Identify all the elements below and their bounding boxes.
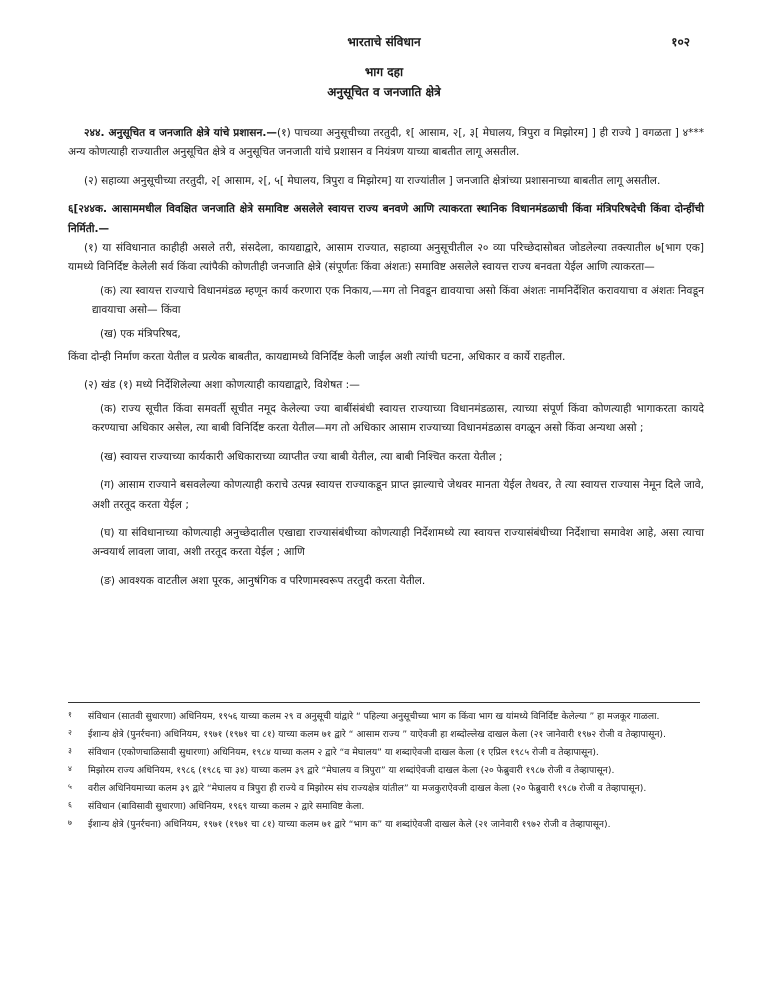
footnote-marker: ६ [68, 800, 72, 809]
article-244a-sub-d: (घ) या संविधानाच्या कोणत्याही अनुच्छेदातील एखाद्या राज्यासंबंधीच्या कोणत्याही निर्देशामध्ये त्या स्वायत्त राज्यासंबंधीच्या निर्देशाचा समावेश आहे, असा त्याचा अन्वयार्थ लावला जावा, अशी तरतूद करता येईल ; आणि [92, 526, 704, 559]
footnote [68, 817, 704, 832]
article-244a-closing: किंवा दोन्ही निर्माण करता येतील व प्रत्येक बाबतीत, कायद्यामध्ये विनिर्दिष्ट केली जाईल अशी त्यांची घटना, अधिकार व कार्ये राहतील. [68, 351, 566, 364]
footnote [68, 745, 704, 760]
article-244a-item-a: (क) त्या स्वायत्त राज्याचे विधानमंडळ म्हणून कार्य करणारा एक निकाय,—मग तो निवडून द्यावयाचा असो किंवा अंशतः नामनिर्देशित करावयाचा व अंशतः निवडून द्यावयाचा असो— किंवा [92, 284, 704, 317]
article-244a-clause-2: (२) खंड (१) मध्ये निर्देशिलेल्या अशा कोणत्याही कायद्याद्वारे, विशेषत :— [84, 379, 360, 392]
article-244a-heading: ६[२४४क. आसाममधील विवक्षित जनजाति क्षेत्रे समाविष्ट असलेले स्वायत्त राज्य बनवणे आणि त्याकरता स्थानिक विधानमंडळाची किंवा मंत्रिपरिषदेची किंवा दोन्हींची निर्मिती.— [68, 203, 704, 235]
article-244-heading: २४४. अनुसूचित व जनजाति क्षेत्रे यांचे प्रशासन.— [84, 127, 277, 139]
footnote-text: मिझोरम राज्य अधिनियम, १९८६ (१९८६ चा ३४) याच्या कलम ३९ द्वारे “मेघालय व त्रिपुरा” या शब्दांऐवजी दाखल केला (२० फेब्रुवारी १९८७ रोजी व तेव्हापासून). [88, 765, 615, 776]
part-heading [0, 62, 768, 102]
footnote-marker: १ [68, 710, 72, 719]
footnote-marker: ४ [68, 764, 72, 773]
article-244-clause-1 [68, 124, 704, 163]
part-title: अनुसूचित व जनजाति क्षेत्रे [327, 85, 441, 99]
footnote [68, 727, 704, 742]
footnote-divider [68, 702, 700, 703]
part-number: भाग दहा [364, 65, 404, 79]
footnote-text: संविधान (एकोणचाळिसावी सुधारणा) अधिनियम, १९८४ याच्या कलम २ द्वारे “व मेघालय” या शब्दाऐवजी दाखल केला (१ एप्रिल १९८५ रोजी व तेव्हापासून). [88, 747, 599, 758]
article-244a-clause-1: (१) या संविधानात काहीही असले तरी, संसदेला, कायद्याद्वारे, आसाम राज्यात, सहाव्या अनुसूचीतील २० व्या परिच्छेदासोबत जोडलेल्या तक्त्यातील ७[भाग एक] यामध्ये विनिर्दिष्ट केलेली सर्व किंवा त्यांपैकी कोणतीही जनजाति क्षेत्रे (संपूर्णतः किंवा अंशतः) समाविष्ट असलेले स्वायत्त राज्य बनवता येईल आणि त्याकरता— [68, 242, 704, 274]
footnote [68, 709, 704, 724]
article-244a-sub-b: (ख) स्वायत्त राज्याच्या कार्यकारी अधिकाराच्या व्याप्तीत ज्या बाबी येतील, त्या बाबी निश्चित करता येतील ; [100, 450, 503, 463]
article-244a-item-b: (ख) एक मंत्रिपरिषद, [100, 327, 181, 340]
footnote-text: वरील अधिनियमाच्या कलम ३९ द्वारे “मेघालय व त्रिपुरा ही राज्ये व मिझोरम संघ राज्यक्षेत्र यांतील” या मजकुराऐवजी दाखल केला (२० फेब्रुवारी १९८७ रोजी व तेव्हापासून). [88, 783, 647, 794]
article-244a-sub-e: (ङ) आवश्यक वाटतील अशा पूरक, आनुषंगिक व परिणामस्वरूप तरतुदी करता येतील. [100, 574, 426, 587]
footnote [68, 799, 704, 814]
footnote-marker: ५ [68, 782, 72, 791]
article-244a-sub-a: (क) राज्य सूचीत किंवा समवर्ती सूचीत नमूद केलेल्या ज्या बाबींसंबंधी स्वायत्त राज्याच्या विधानमंडळास, त्याच्या संपूर्ण किंवा कोणत्याही भागाकरता कायदे करण्याचा अधिकार असेल, त्या बाबी विनिर्दिष्ट करता येतील—मग तो अधिकार आसाम राज्याच्या विधानमंडळास वगळून असो किंवा अन्यथा असो ; [92, 402, 704, 435]
footnote-text: संविधान (सातवी सुधारणा) अधिनियम, १९५६ याच्या कलम २९ व अनुसूची यांद्वारे “ पहिल्या अनुसूचीच्या भाग क किंवा भाग ख यांमध्ये विनिर्दिष्ट केलेल्या ” हा मजकूर गाळला. [88, 711, 660, 722]
page-number: १०२ [671, 35, 690, 49]
book-title: भारताचे संविधान [347, 35, 421, 49]
footnotes [68, 709, 704, 835]
article-244-clause-2: (२) सहाव्या अनुसूचीच्या तरतुदी, २[ आसाम, २[, ५[ मेघालय, त्रिपुरा व मिझोरम] या राज्यांतील ] जनजाति क्षेत्रांच्या प्रशासनाच्या बाबतीत लागू असतील. [84, 174, 661, 187]
article-244-clause-1-text: (१) पाचव्या अनुसूचीच्या तरतुदी, १[ आसाम, २[, ३[ मेघालय, त्रिपुरा व मिझोरम] ] ही राज्ये ] वगळता ] ४*** अन्य कोणत्याही राज्यातील अनुसूचित क्षेत्रे व अनुसूचित जनजाती यांचे प्रशासन व नियंत्रण याच्या बाबतीत लागू असतील. [68, 127, 704, 159]
body-text [68, 124, 704, 600]
article-244a-sub-c: (ग) आसाम राज्याने बसवलेल्या कोणत्याही कराचे उत्पन्न स्वायत्त राज्याकडून प्राप्त झाल्याचे जेथवर मानता येईल तेथवर, ते त्या स्वायत्त राज्यास नेमून दिले जावे, अशी तरतूद करता येईल ; [92, 479, 704, 511]
footnote-text: ईशान्य क्षेत्रे (पुनर्रचना) अधिनियम, १९७१ (१९७१ चा ८१) याच्या कलम ७१ द्वारे “ आसाम राज्य ” याऐवजी हा शब्दोल्लेख दाखल केला (२१ जानेवारी १९७२ रोजी व तेव्हापासून). [88, 729, 666, 740]
running-header [0, 33, 768, 51]
footnote-marker: २ [68, 728, 72, 737]
footnote-marker: ७ [68, 818, 72, 827]
footnote [68, 781, 704, 796]
footnote [68, 763, 704, 778]
footnote-marker: ३ [68, 746, 72, 755]
footnote-text: संविधान (बाविसावी सुधारणा) अधिनियम, १९६९ याच्या कलम २ द्वारे समाविष्ट केला. [88, 801, 365, 812]
footnote-text: ईशान्य क्षेत्रे (पुनर्रचना) अधिनियम, १९७१ (१९७१ चा ८१) याच्या कलम ७१ द्वारे “भाग क” या शब्दांऐवजी दाखल केले (२१ जानेवारी १९७२ रोजी व तेव्हापासून). [88, 819, 611, 830]
